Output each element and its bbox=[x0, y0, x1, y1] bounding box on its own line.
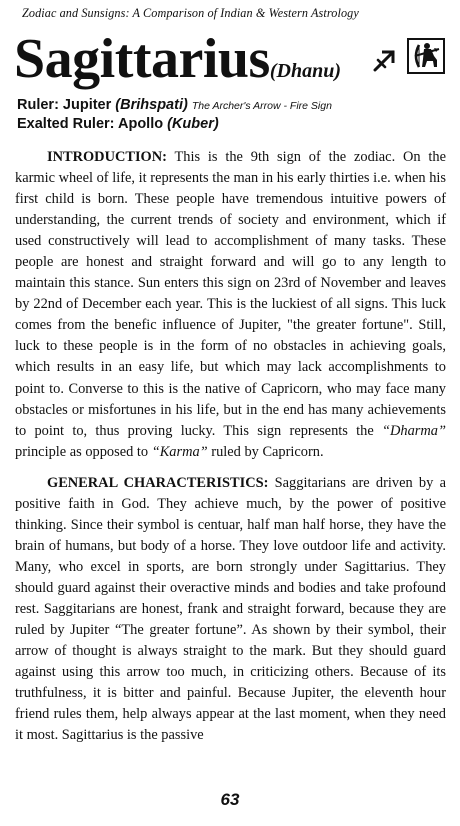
paragraph-text: This is the 9th sign of the zodiac. On the karmic wheel of life, it represents the man in his early thirties i.e. when his first child is born. These people have tremendous intuitive powers of understanding, the current trends of society and environment, which if used constructively will lead to accomplishment of many tasks. These people are honest and straight forward and will go to any length to maintain this stance. Sun enters this sign on 23rd of November and leaves by 22nd of December each year. This is the luckiest of all signs. This luck comes from the benefic influence of Jupiter, "the greater fortune". Still, luck to these people is in the form of no obstacles in achieving goals, which results in an easy life, but which may lack accomplishments to point to. Converse to this is the native of Capricorn, who may face many obstacles or misfortunes in his life, but in the end has many achievements to point to, thus proving lucky. This sign represents the bbox=[15, 149, 446, 439]
archer-icon bbox=[409, 40, 443, 72]
title-row bbox=[14, 26, 446, 92]
title-main: Sagittarius bbox=[14, 28, 270, 90]
paragraph-text: Saggitarians are driven by a positive faith in God. They achieve much, by the power of positive thinking. Since their symbol is centuar, half man half horse, they have the brain of humans, but body of a horse. They love outdoor life and activity. Many, who excel in sports, are born strongly under Sagittarius. They should guard against their overactive minds and bodies and take profound rest. Saggitarians are honest, frank and straight forward, because they are ruled by Jupiter “The greater fortune”. As shown by their symbol, their arrow of thought is always straight to the mark. But they should guard against using this arrow too much, in criticizing others. Because of its truthfulness, it is bitter and painful. Because Jupiter, the eleventh hour friend rules them, help always appear at the last moment, when they need it most. Sagittarius is the passive bbox=[15, 474, 446, 744]
introduction-paragraph bbox=[15, 147, 446, 463]
ruler-label: Ruler: Jupiter bbox=[17, 97, 112, 113]
ruler-alt-name: (Brihspati) bbox=[115, 97, 188, 113]
section-heading: INTRODUCTION: bbox=[47, 149, 167, 165]
exalted-ruler-alt-name: (Kuber) bbox=[167, 116, 219, 132]
sign-note: The Archer's Arrow - Fire Sign bbox=[191, 100, 332, 112]
body-text bbox=[15, 147, 446, 746]
paragraph-text: ruled by Capricorn. bbox=[207, 443, 324, 460]
sagittarius-arrow-icon bbox=[371, 48, 397, 74]
ruler-info bbox=[17, 96, 447, 133]
paragraph-text: principle as opposed to bbox=[15, 443, 152, 460]
title-sub: (Dhanu) bbox=[269, 60, 341, 82]
emphasis-term: “Karma” bbox=[151, 443, 208, 460]
ruler-line bbox=[17, 96, 447, 115]
exalted-ruler-label: Exalted Ruler: Apollo bbox=[17, 116, 164, 132]
emphasis-term: “Dharma” bbox=[382, 422, 446, 439]
page-number: 63 bbox=[220, 790, 240, 809]
archer-emblem bbox=[407, 38, 445, 74]
section-heading: GENERAL CHARACTERISTICS: bbox=[47, 474, 269, 491]
page-title bbox=[14, 26, 341, 104]
running-header: Zodiac and Sunsigns: A Comparison of Indian & Western Astrology bbox=[22, 6, 359, 20]
exalted-ruler-line bbox=[17, 115, 447, 133]
characteristics-paragraph bbox=[15, 473, 446, 747]
